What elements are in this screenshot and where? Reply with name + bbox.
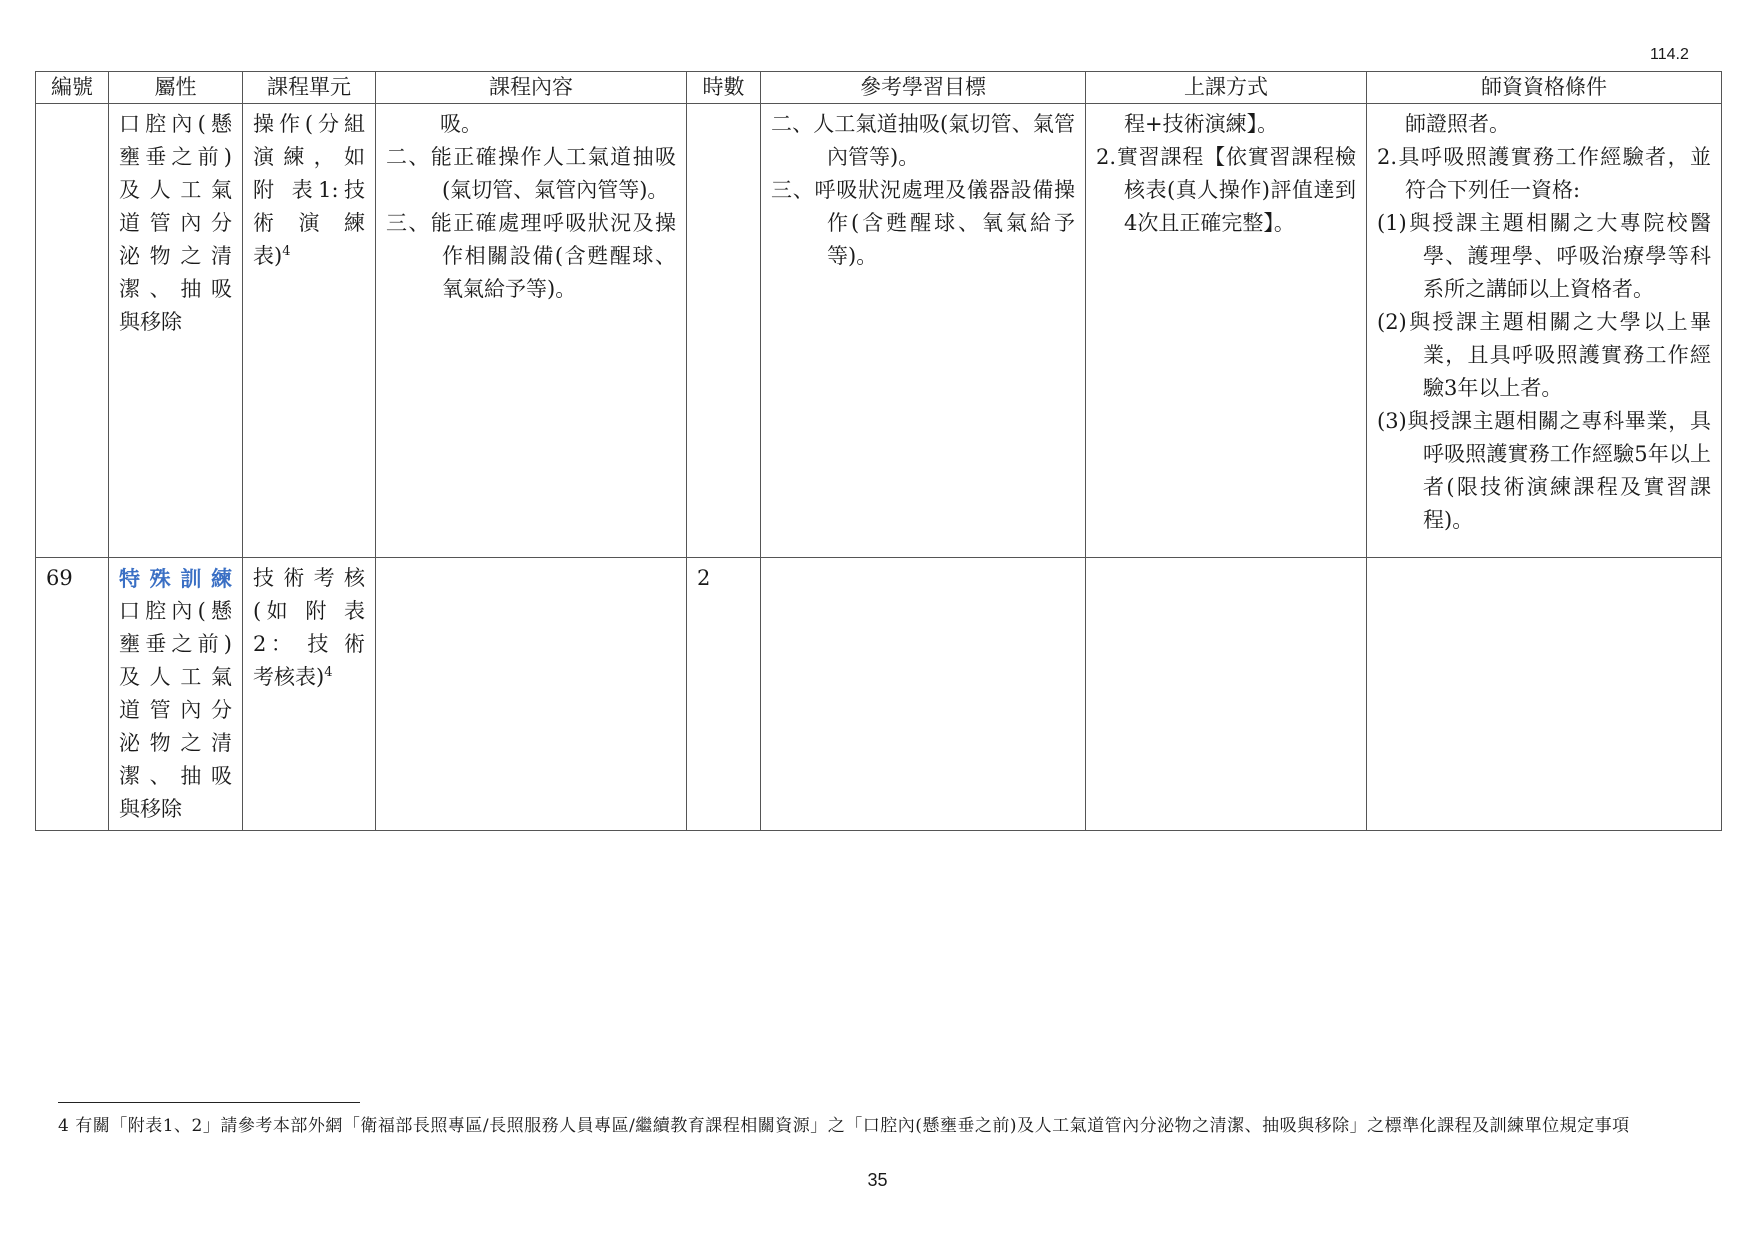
attr-line: 潔、抽吸 <box>119 764 232 788</box>
header-teacher: 師資資格條件 <box>1367 72 1722 104</box>
footnote-ref: 4 <box>282 244 291 259</box>
teacher-subitem <box>1377 405 1711 537</box>
content-item-text: 能正確操作人工氣道抽吸(氣切管、氣管內管等)。 <box>430 145 677 202</box>
unit-line: 技術考核 <box>253 566 365 590</box>
unit-line: 表) <box>253 244 283 268</box>
row2-content <box>376 558 687 831</box>
row1-attribute <box>109 104 243 558</box>
row1-number <box>36 104 109 558</box>
header-unit: 課程單元 <box>243 72 376 104</box>
attr-line: 潔、抽吸 <box>119 277 232 301</box>
row1-hours <box>687 104 761 558</box>
teacher-item <box>1377 141 1711 207</box>
goal-item-marker: 三、 <box>771 178 815 202</box>
footnote-divider <box>58 1102 360 1103</box>
attr-line: 道管內分 <box>119 698 232 722</box>
attr-line: 及人工氣 <box>119 178 232 202</box>
teacher-item-marker: 2. <box>1377 145 1398 169</box>
header-attribute: 屬性 <box>109 72 243 104</box>
row1-goals <box>761 104 1086 558</box>
course-table <box>35 71 1722 831</box>
method-item <box>1096 141 1356 240</box>
row1-teacher <box>1367 104 1722 558</box>
content-item-marker: 三、 <box>386 211 431 235</box>
attr-line: 口腔內(懸 <box>119 599 232 623</box>
unit-line: 附 表1:技 <box>253 178 365 202</box>
goal-item-marker: 二、 <box>771 112 814 136</box>
content-item-marker: 二、 <box>386 145 431 169</box>
row2-number: 69 <box>36 558 109 831</box>
unit-line: 操作(分組 <box>253 112 365 136</box>
table-header-row <box>36 72 1722 104</box>
teacher-subitem-marker: (1) <box>1377 211 1407 235</box>
row1-content <box>376 104 687 558</box>
attr-line: 與移除 <box>119 797 182 821</box>
attr-title: 特殊訓練 <box>119 566 232 591</box>
row2-teacher <box>1367 558 1722 831</box>
content-item <box>386 207 676 306</box>
goal-item-text: 人工氣道抽吸(氣切管、氣管內管等)。 <box>813 112 1075 169</box>
teacher-subitem <box>1377 306 1711 405</box>
attr-line: 壅垂之前) <box>119 632 232 656</box>
method-continuation: 程+技術演練】。 <box>1124 112 1279 136</box>
content-item-text: 能正確處理呼吸狀況及操作相關設備(含甦醒球、氧氣給予等)。 <box>430 211 677 301</box>
attr-line: 壅垂之前) <box>119 145 232 169</box>
attr-line: 口腔內(懸 <box>119 112 232 136</box>
teacher-item-text: 具呼吸照護實務工作經驗者，並符合下列任一資格: <box>1397 145 1711 202</box>
footnote: 4 有關「附表1、2」請參考本部外網「衛福部長照專區/長照服務人員專區/繼續教育課程相關資源」之「口腔內(懸壅垂之前)及人工氣道管內分泌物之清潔、抽吸與移除」之標準化課程及訓練單位規定事項 <box>58 1116 1630 1136</box>
footnote-ref: 4 <box>324 665 333 680</box>
header-goals: 參考學習目標 <box>761 72 1086 104</box>
teacher-subitem-text: 與授課主題相關之大學以上畢業，且具呼吸照護實務工作經驗3年以上者。 <box>1406 310 1711 400</box>
page-number: 35 <box>867 1170 888 1190</box>
teacher-subitem-marker: (3) <box>1377 409 1407 433</box>
unit-line: 術 演 練 <box>253 211 365 235</box>
teacher-continuation: 師證照者。 <box>1405 112 1510 136</box>
content-continuation: 吸。 <box>440 112 482 136</box>
goal-item <box>771 174 1075 273</box>
row2-goals <box>761 558 1086 831</box>
teacher-subitem-text: 與授課主題相關之大專院校醫學、護理學、呼吸治療學等科系所之講師以上資格者。 <box>1406 211 1711 301</box>
unit-line-last <box>253 240 365 273</box>
content-item <box>386 141 676 207</box>
header-hours: 時數 <box>687 72 761 104</box>
row1-unit <box>243 104 376 558</box>
unit-line: 演練，如 <box>253 145 365 169</box>
attr-line: 泌物之清 <box>119 731 232 755</box>
row2-attribute <box>109 558 243 831</box>
teacher-subitem-text: 與授課主題相關之專科畢業，具呼吸照護實務工作經驗5年以上者(限技術演練課程及實習課程)。 <box>1406 409 1711 532</box>
table-row <box>36 104 1722 558</box>
version-label: 114.2 <box>1650 46 1689 63</box>
goal-item-text: 呼吸狀況處理及儀器設備操作(含甦醒球、氧氣給予等)。 <box>814 178 1076 268</box>
attr-line: 道管內分 <box>119 211 232 235</box>
header-content: 課程內容 <box>376 72 687 104</box>
teacher-subitem <box>1377 207 1711 306</box>
row2-hours: 2 <box>687 558 761 831</box>
table-row <box>36 558 1722 831</box>
unit-line: (如 附 表 <box>253 599 365 623</box>
header-number: 編號 <box>36 72 109 104</box>
header-method: 上課方式 <box>1086 72 1367 104</box>
teacher-subitem-marker: (2) <box>1377 310 1407 334</box>
attr-line: 與移除 <box>119 310 182 334</box>
method-item-text: 實習課程【依實習課程檢核表(真人操作)評值達到4次且正確完整】。 <box>1116 145 1356 235</box>
attr-line: 及人工氣 <box>119 665 232 689</box>
method-item-marker: 2. <box>1096 145 1117 169</box>
unit-line-last <box>253 661 365 694</box>
goal-item <box>771 108 1075 174</box>
unit-line: 考核表) <box>253 665 325 689</box>
row2-method <box>1086 558 1367 831</box>
row1-method <box>1086 104 1367 558</box>
row2-unit <box>243 558 376 831</box>
unit-line: 2： 技 術 <box>253 632 365 656</box>
attr-line: 泌物之清 <box>119 244 232 268</box>
